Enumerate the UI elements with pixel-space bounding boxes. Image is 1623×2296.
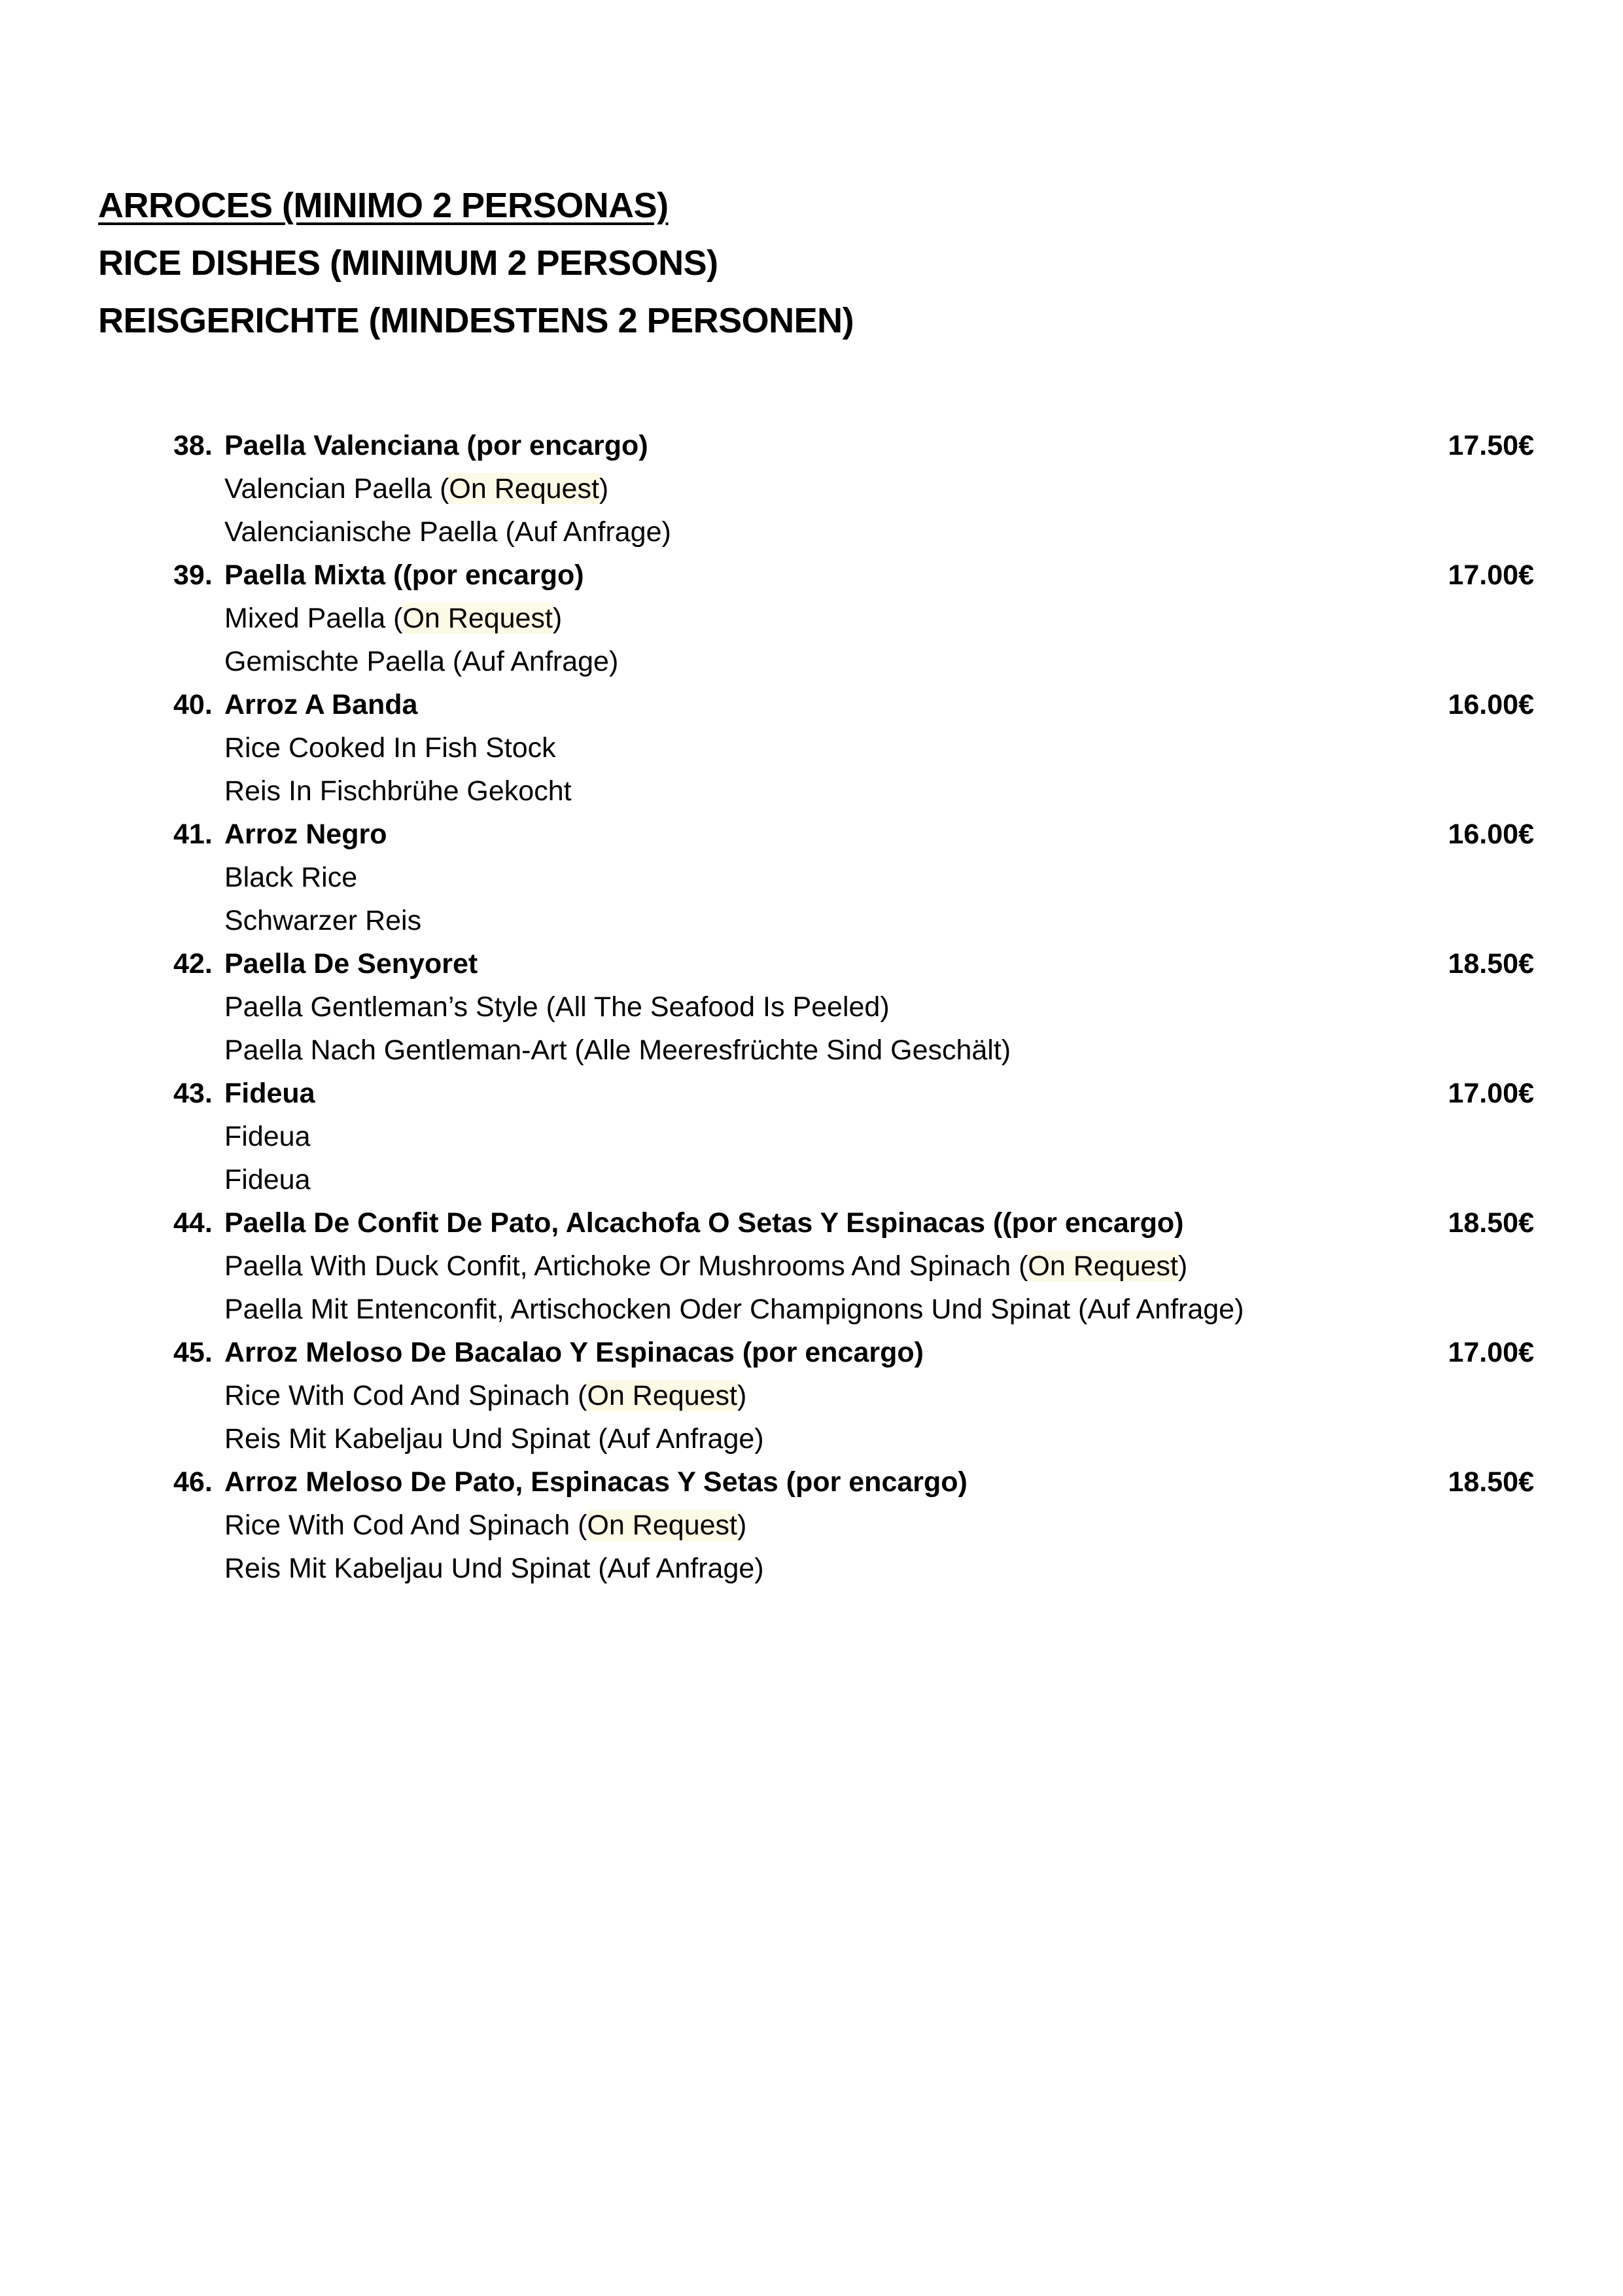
menu-item-name: Arroz Negro [224,819,387,850]
menu-item-german: Paella Nach Gentleman-Art (Alle Meeresfrüchte Sind Geschält) [224,1034,1011,1066]
menu-item-number: 45. [173,1337,213,1368]
menu-list [173,424,1534,1590]
menu-item-german: Valencianische Paella (Auf Anfrage) [224,516,671,548]
menu-item-title [173,1460,1534,1504]
english-text: Valencian Paella ( [224,473,449,504]
menu-item-name: Arroz A Banda [224,689,418,720]
menu-item-title [173,942,1534,985]
menu-item [173,1460,1534,1590]
english-text: Black Rice [224,862,358,893]
menu-item-name: Fideua [224,1078,315,1109]
menu-item-number: 44. [173,1207,213,1239]
menu-item-english [173,726,1534,769]
on-request-highlight: On Request [1028,1250,1178,1282]
heading-english: RICE DISHES (MINIMUM 2 PERSONS) [98,243,718,283]
menu-item-price: 17.00€ [1448,1337,1534,1368]
on-request-highlight: On Request [587,1380,737,1411]
menu-item-name: Paella De Confit De Pato, Alcachofa O Setas Y Espinacas ((por encargo) [224,1207,1184,1239]
menu-item-english [173,467,1534,510]
menu-item-english [173,1115,1534,1158]
menu-item-price: 17.00€ [1448,1078,1534,1109]
menu-item-german: Gemischte Paella (Auf Anfrage) [224,646,619,677]
english-text: Paella With Duck Confit, Artichoke Or Mushrooms And Spinach ( [224,1250,1028,1282]
menu-item-price: 17.50€ [1448,430,1534,461]
menu-item-english [173,1245,1534,1288]
menu-item-number: 40. [173,689,213,720]
menu-item-price: 16.00€ [1448,819,1534,850]
menu-item-name: Arroz Meloso De Pato, Espinacas Y Setas (por encargo) [224,1466,968,1498]
menu-item-german: Reis Mit Kabeljau Und Spinat (Auf Anfrage) [224,1423,764,1455]
menu-item-title [173,1072,1534,1115]
english-text: Rice Cooked In Fish Stock [224,732,556,764]
heading-spanish: ARROCES (MINIMO 2 PERSONAS) [98,186,669,225]
menu-item-name: Paella Mixta ((por encargo) [224,559,584,591]
menu-item-number: 43. [173,1078,213,1109]
on-request-highlight: On Request [587,1510,737,1541]
menu-item-german: Fideua [224,1164,311,1195]
menu-item-price: 17.00€ [1448,559,1534,591]
menu-item-german: Reis In Fischbrühe Gekocht [224,775,572,807]
menu-item [173,424,1534,554]
section-headings [98,177,854,349]
english-text-close: ) [737,1510,747,1541]
menu-item-title [173,813,1534,856]
menu-item-name: Arroz Meloso De Bacalao Y Espinacas (por encargo) [224,1337,924,1368]
menu-item-german: Schwarzer Reis [224,905,422,936]
english-text: Fideua [224,1121,311,1152]
menu-item-english [173,856,1534,899]
english-text: Rice With Cod And Spinach ( [224,1510,587,1541]
menu-item-title [173,1201,1534,1245]
menu-item-price: 16.00€ [1448,689,1534,720]
menu-item-german: Reis Mit Kabeljau Und Spinat (Auf Anfrage) [224,1553,764,1584]
menu-item-price: 18.50€ [1448,1207,1534,1239]
menu-item-name: Paella De Senyoret [224,948,478,980]
english-text: Rice With Cod And Spinach ( [224,1380,587,1411]
menu-item-german: Paella Mit Entenconfit, Artischocken Oder Champignons Und Spinat (Auf Anfrage) [224,1294,1244,1325]
menu-item-english [173,597,1534,640]
heading-german: REISGERICHTE (MINDESTENS 2 PERSONEN) [98,301,854,340]
english-text: Mixed Paella ( [224,603,403,634]
menu-item-english [173,1374,1534,1417]
menu-item-english [173,1504,1534,1547]
english-text-close: ) [552,603,563,634]
menu-item [173,942,1534,1072]
menu-item [173,1201,1534,1331]
menu-item-number: 46. [173,1466,213,1498]
english-text-close: ) [599,473,609,504]
menu-item-english [173,985,1534,1029]
menu-item-number: 42. [173,948,213,980]
menu-item [173,813,1534,942]
menu-item-number: 38. [173,430,213,461]
menu-item-title [173,683,1534,726]
english-text: Paella Gentleman’s Style (All The Seafood Is Peeled) [224,991,890,1023]
menu-item-title [173,554,1534,597]
english-text-close: ) [1178,1250,1188,1282]
menu-item-title [173,424,1534,467]
menu-item-price: 18.50€ [1448,1466,1534,1498]
menu-item-price: 18.50€ [1448,948,1534,980]
menu-item [173,1331,1534,1460]
english-text-close: ) [737,1380,747,1411]
menu-item-title [173,1331,1534,1374]
on-request-highlight: On Request [449,473,599,504]
menu-item [173,554,1534,683]
menu-item-number: 41. [173,819,213,850]
menu-item [173,1072,1534,1201]
on-request-highlight: On Request [402,603,553,634]
menu-item [173,683,1534,813]
menu-item-number: 39. [173,559,213,591]
menu-item-name: Paella Valenciana (por encargo) [224,430,648,461]
